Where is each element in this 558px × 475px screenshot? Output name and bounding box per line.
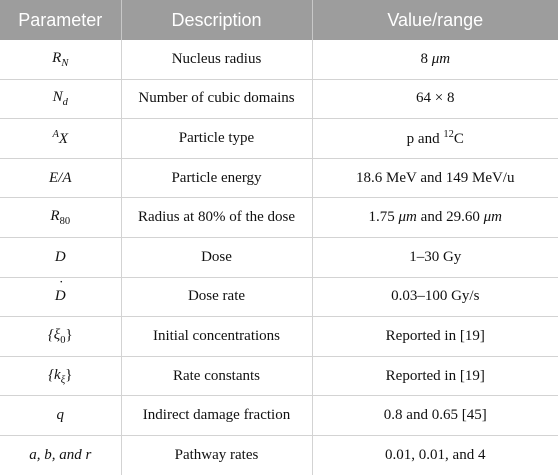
table-row <box>0 198 558 238</box>
param-cell <box>0 119 121 159</box>
table-row <box>0 317 558 357</box>
description-cell: Pathway rates <box>121 435 312 474</box>
table-row <box>0 435 558 474</box>
description-cell: Particle energy <box>121 158 312 198</box>
param-cell <box>0 277 121 317</box>
description-cell: Rate constants <box>121 356 312 396</box>
table-header <box>0 0 558 40</box>
description-cell: Dose <box>121 237 312 277</box>
param-cell <box>0 40 121 79</box>
param-subscript: ξ <box>60 374 66 386</box>
table-row <box>0 237 558 277</box>
description-cell: Dose rate <box>121 277 312 317</box>
table-row <box>0 356 558 396</box>
param-symbol: {k <box>48 366 61 383</box>
param-symbol-dot: ˙ D <box>55 288 66 305</box>
param-subscript: 80 <box>59 216 71 228</box>
param-cell <box>0 356 121 396</box>
param-cell <box>0 79 121 119</box>
param-subscript: N <box>61 57 69 69</box>
value-cell <box>312 119 558 159</box>
param-symbol: R <box>50 208 60 225</box>
param-symbol: D <box>54 248 66 265</box>
param-close: } <box>65 326 73 343</box>
value-unit: μm <box>483 209 502 226</box>
value-cell <box>312 198 558 238</box>
value-cell: 0.03–100 Gy/s <box>312 277 558 317</box>
description-cell: Initial concentrations <box>121 317 312 357</box>
param-cell <box>0 435 121 474</box>
description-cell: Radius at 80% of the dose <box>121 198 312 238</box>
param-cell <box>0 396 121 436</box>
value-cell: 1–30 Gy <box>312 237 558 277</box>
table-body <box>0 40 558 475</box>
table-row <box>0 119 558 159</box>
value-unit: μm <box>398 209 417 226</box>
value-cell <box>312 40 558 79</box>
value-unit: μm <box>431 50 451 67</box>
table-row <box>0 396 558 436</box>
value-superscript: 12 <box>443 128 454 140</box>
param-symbol: {ξ <box>47 326 61 343</box>
value-cell: 0.01, 0.01, and 4 <box>312 435 558 474</box>
header-parameter: Parameter <box>0 0 121 40</box>
value-number: 1.75 <box>368 209 399 226</box>
param-symbol: R <box>52 49 62 66</box>
param-cell <box>0 237 121 277</box>
value-cell: Reported in [19] <box>312 317 558 357</box>
table-row <box>0 158 558 198</box>
param-subscript: 0 <box>60 334 66 346</box>
value-suffix: C <box>453 130 464 147</box>
param-close: } <box>65 366 73 383</box>
param-subscript: d <box>62 97 68 109</box>
param-symbol: N <box>52 89 63 106</box>
param-cell <box>0 198 121 238</box>
value-cell: Reported in [19] <box>312 356 558 396</box>
param-superscript: A <box>52 128 59 140</box>
value-prefix: p and <box>406 130 444 147</box>
param-symbol: X <box>58 130 69 147</box>
param-cell <box>0 158 121 198</box>
param-cell <box>0 317 121 357</box>
param-symbol: a, b, and r <box>29 446 92 463</box>
description-cell: Number of cubic domains <box>121 79 312 119</box>
table-row <box>0 277 558 317</box>
param-symbol: E/A <box>49 169 72 186</box>
description-cell: Nucleus radius <box>121 40 312 79</box>
value-cell: 0.8 and 0.65 [45] <box>312 396 558 436</box>
param-symbol: q <box>56 407 64 424</box>
header-value-range: Value/range <box>312 0 558 40</box>
table-row <box>0 79 558 119</box>
table-row <box>0 40 558 79</box>
value-connector: and 29.60 <box>416 209 484 226</box>
header-description: Description <box>121 0 312 40</box>
description-cell: Particle type <box>121 119 312 159</box>
value-cell: 64 × 8 <box>312 79 558 119</box>
value-number: 8 <box>420 50 432 67</box>
description-cell: Indirect damage fraction <box>121 396 312 436</box>
header-row <box>0 0 558 40</box>
value-cell: 18.6 MeV and 149 MeV/u <box>312 158 558 198</box>
